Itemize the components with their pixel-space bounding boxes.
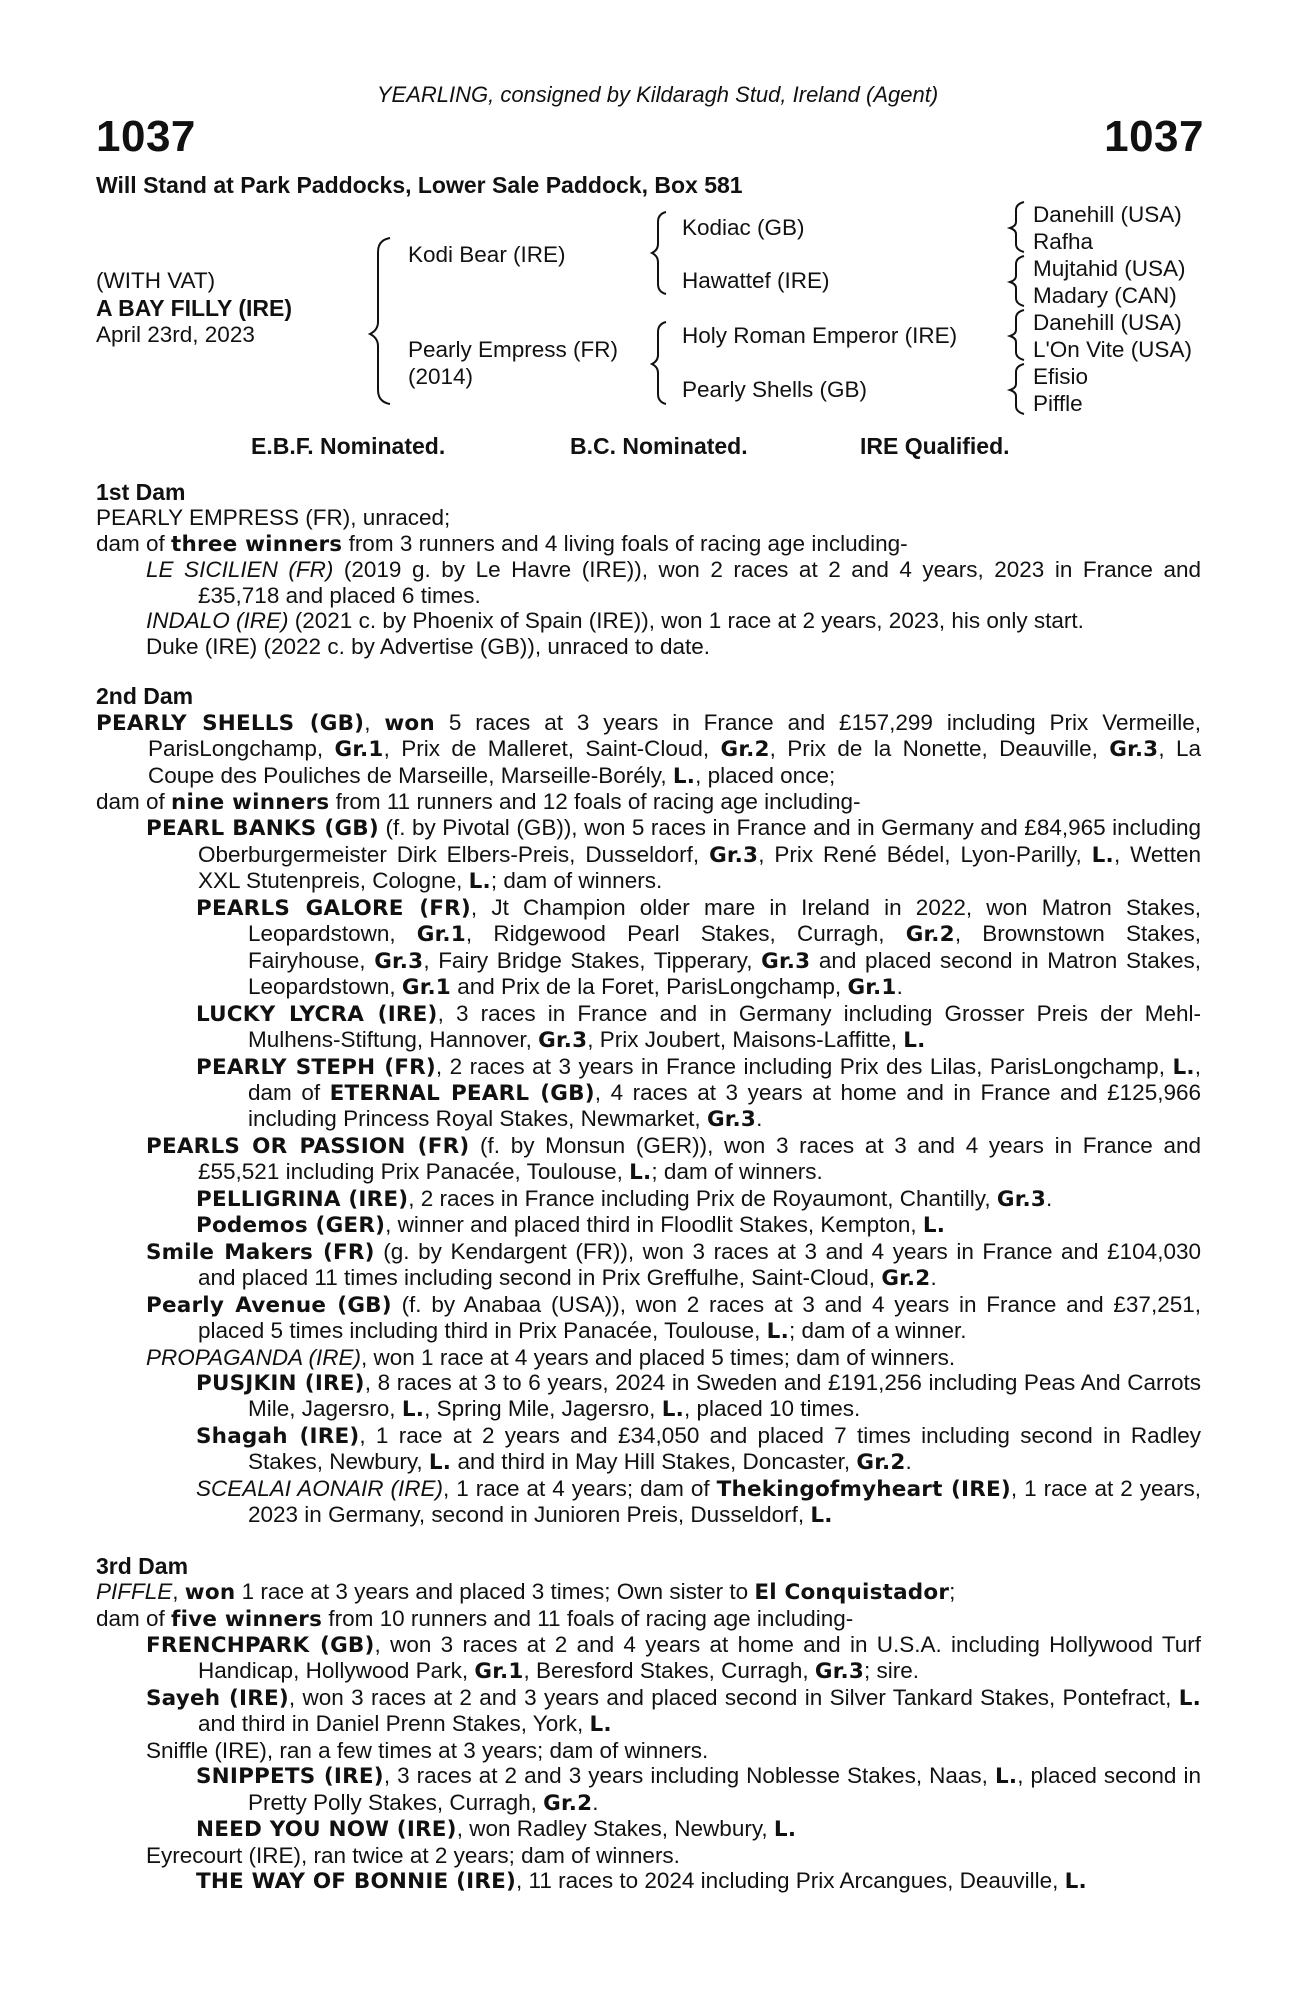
produce-entry: PELLIGRINA (IRE), 2 races in France including Prix de Royaumont, Chantilly, Gr.3. bbox=[196, 1185, 1053, 1212]
produce-entry: Smile Makers (FR) (g. by Kendargent (FR)), won 3 races at 3 and 4 years in France and £104,030 and placed 11 times including second in Prix Greffulhe, Saint-Cloud, Gr.2. bbox=[146, 1238, 1201, 1292]
first-dam-produce-summary: dam of three winners from 3 runners and 4 living foals of racing age including- bbox=[96, 530, 908, 557]
produce-entry: INDALO (IRE) (2021 c. by Phoenix of Spain (IRE)), won 1 race at 2 years, 2023, his only start. bbox=[146, 608, 1084, 634]
dam-dam-sire: Efisio bbox=[1033, 364, 1089, 389]
produce-entry: PEARLY STEPH (FR), 2 races at 3 years in France including Prix des Lilas, ParisLongchamp, L., dam of ETERNAL PEARL (GB), 4 races at 3 years at home and in France and £125,966 including Princess Royal Stakes, Newmarket, Gr.3. bbox=[196, 1053, 1201, 1133]
produce-entry: Shagah (IRE), 1 race at 2 years and £34,050 and placed 7 times including second in Radley Stakes, Newbury, L. and third in May Hill Stakes, Doncaster, Gr.2. bbox=[196, 1422, 1201, 1476]
produce-entry: PEARL BANKS (GB) (f. by Pivotal (GB)), won 5 races in France and in Germany and £84,965 including Oberburgermeister Dirk Elbers-Preis, Dusseldorf, Gr.3, Prix René Bédel, Lyon-Parilly, L., Wetten XXL Stutenpreis, Cologne, L.; dam of winners. bbox=[146, 815, 1201, 895]
sire-dam: Hawattef (IRE) bbox=[682, 268, 830, 293]
third-dam-produce-summary: dam of five winners from 10 runners and 11 foals of racing age including- bbox=[96, 1605, 854, 1632]
third-dam-heading: 3rd Dam bbox=[96, 1552, 189, 1579]
produce-entry: SCEALAI AONAIR (IRE), 1 race at 4 years; dam of Thekingofmyheart (IRE), 1 race at 2 years, 2023 in Germany, second in Junioren Preis, Dusseldorf, L. bbox=[196, 1475, 1202, 1529]
stable-location: Will Stand at Park Paddocks, Lower Sale Paddock, Box 581 bbox=[96, 172, 743, 198]
first-dam-intro: PEARLY EMPRESS (FR), unraced; bbox=[96, 505, 451, 531]
second-dam-record: PEARLY SHELLS (GB), won 5 races at 3 years in France and £157,299 including Prix Vermeille, ParisLongchamp, Gr.1, Prix de Malleret, Saint-Cloud, Gr.2, Prix de la Nonette, Deauville, Gr.3, La Coupe des Pouliches de Marseille, Marseille-Borély, L., placed once; bbox=[96, 709, 1202, 789]
sire-sire: Kodiac (GB) bbox=[682, 215, 805, 240]
ire-qualified: IRE Qualified. bbox=[860, 433, 1010, 459]
foaling-date: April 23rd, 2023 bbox=[96, 322, 255, 347]
produce-entry: Pearly Avenue (GB) (f. by Anabaa (USA)), won 2 races at 3 and 4 years in France and £37,251, placed 5 times including third in Prix Panacée, Toulouse, L.; dam of a winner. bbox=[146, 1291, 1201, 1345]
vat-label: (WITH VAT) bbox=[96, 268, 216, 293]
second-dam-produce-summary: dam of nine winners from 11 runners and 12 foals of racing age including- bbox=[96, 788, 861, 815]
produce-entry: Duke (IRE) (2022 c. by Advertise (GB)), unraced to date. bbox=[146, 633, 710, 659]
sire-dam-sire: Mujtahid (USA) bbox=[1033, 256, 1186, 281]
produce-entry: PEARLS OR PASSION (FR) (f. by Monsun (GER)), won 3 races at 3 and 4 years in France and £55,521 including Prix Panacée, Toulouse, L.; dam of winners. bbox=[146, 1132, 1201, 1186]
dam-dam: Pearly Shells (GB) bbox=[682, 377, 868, 402]
produce-entry: FRENCHPARK (GB), won 3 races at 2 and 4 years at home and in U.S.A. including Hollywood Turf Handicap, Hollywood Park, Gr.1, Beresford Stakes, Curragh, Gr.3; sire. bbox=[146, 1632, 1201, 1685]
lot-number-right: 1037 bbox=[1104, 112, 1204, 161]
produce-entry: PUSJKIN (IRE), 8 races at 3 to 6 years, 2024 in Sweden and £191,256 including Peas And Carrots Mile, Jagersro, L., Spring Mile, Jagersro, L., placed 10 times. bbox=[196, 1369, 1201, 1423]
consignor-subtitle: YEARLING, consigned by Kildaragh Stud, Ireland (Agent) bbox=[376, 82, 939, 107]
dam-dam-dam: Piffle bbox=[1033, 391, 1083, 416]
dam-name: Pearly Empress (FR) bbox=[408, 337, 619, 362]
produce-entry: SNIPPETS (IRE), 3 races at 2 and 3 years including Noblesse Stakes, Naas, L., placed second in Pretty Polly Stakes, Curragh, Gr.2. bbox=[196, 1763, 1201, 1816]
ebf-nomination: E.B.F. Nominated. bbox=[251, 433, 446, 459]
dam-sire: Holy Roman Emperor (IRE) bbox=[682, 323, 958, 348]
second-dam-heading: 2nd Dam bbox=[96, 683, 194, 710]
produce-entry: PROPAGANDA (IRE), won 1 race at 4 years and placed 5 times; dam of winners. bbox=[146, 1344, 956, 1370]
produce-entry: Sniffle (IRE), ran a few times at 3 years; dam of winners. bbox=[146, 1737, 709, 1763]
lot-number-left: 1037 bbox=[96, 112, 196, 161]
bc-nomination: B.C. Nominated. bbox=[570, 433, 748, 459]
horse-name: A BAY FILLY (IRE) bbox=[96, 295, 292, 321]
sire-name: Kodi Bear (IRE) bbox=[408, 242, 566, 267]
produce-entry: NEED YOU NOW (IRE), won Radley Stakes, Newbury, L. bbox=[196, 1816, 797, 1843]
first-dam-heading: 1st Dam bbox=[96, 479, 186, 505]
produce-entry: THE WAY OF BONNIE (IRE), 11 races to 2024 including Prix Arcangues, Deauville, L. bbox=[196, 1868, 1087, 1895]
sire-sire-dam: Rafha bbox=[1033, 229, 1094, 254]
dam-sire-dam: L'On Vite (USA) bbox=[1033, 337, 1192, 362]
produce-entry: PEARLS GALORE (FR), Jt Champion older mare in Ireland in 2022, won Matron Stakes, Leopardstown, Gr.1, Ridgewood Pearl Stakes, Curragh, Gr.2, Brownstown Stakes, Fairyhouse, Gr.3, Fairy Bridge Stakes, Tipperary, Gr.3 and placed second in Matron Stakes, Leopardstown, Gr.1 and Prix de la Foret, ParisLongchamp, Gr.1. bbox=[196, 894, 1202, 1001]
produce-entry: Eyrecourt (IRE), ran twice at 2 years; dam of winners. bbox=[146, 1842, 680, 1868]
sire-sire-sire: Danehill (USA) bbox=[1033, 202, 1182, 227]
produce-entry: Podemos (GER), winner and placed third in Floodlit Stakes, Kempton, L. bbox=[196, 1212, 946, 1239]
dam-foaled-year: (2014) bbox=[408, 364, 474, 389]
produce-entry: LE SICILIEN (FR) (2019 g. by Le Havre (IRE)), won 2 races at 2 and 4 years, 2023 in France and £35,718 and placed 6 times. bbox=[146, 557, 1201, 608]
third-dam-record: PIFFLE, won 1 race at 3 years and placed 3 times; Own sister to El Conquistador; bbox=[96, 1579, 956, 1606]
catalogue-body bbox=[96, 480, 1201, 1895]
produce-entry: Sayeh (IRE), won 3 races at 2 and 3 years and placed second in Silver Tankard Stakes, Pontefract, L. and third in Daniel Prenn Stakes, York, L. bbox=[146, 1684, 1201, 1738]
produce-entry: LUCKY LYCRA (IRE), 3 races in France and in Germany including Grosser Preis der Mehl-Mulhens-Stiftung, Hannover, Gr.3, Prix Joubert, Maisons-Laffitte, L. bbox=[196, 1000, 1201, 1054]
sire-dam-dam: Madary (CAN) bbox=[1033, 283, 1177, 308]
dam-sire-sire: Danehill (USA) bbox=[1033, 310, 1182, 335]
